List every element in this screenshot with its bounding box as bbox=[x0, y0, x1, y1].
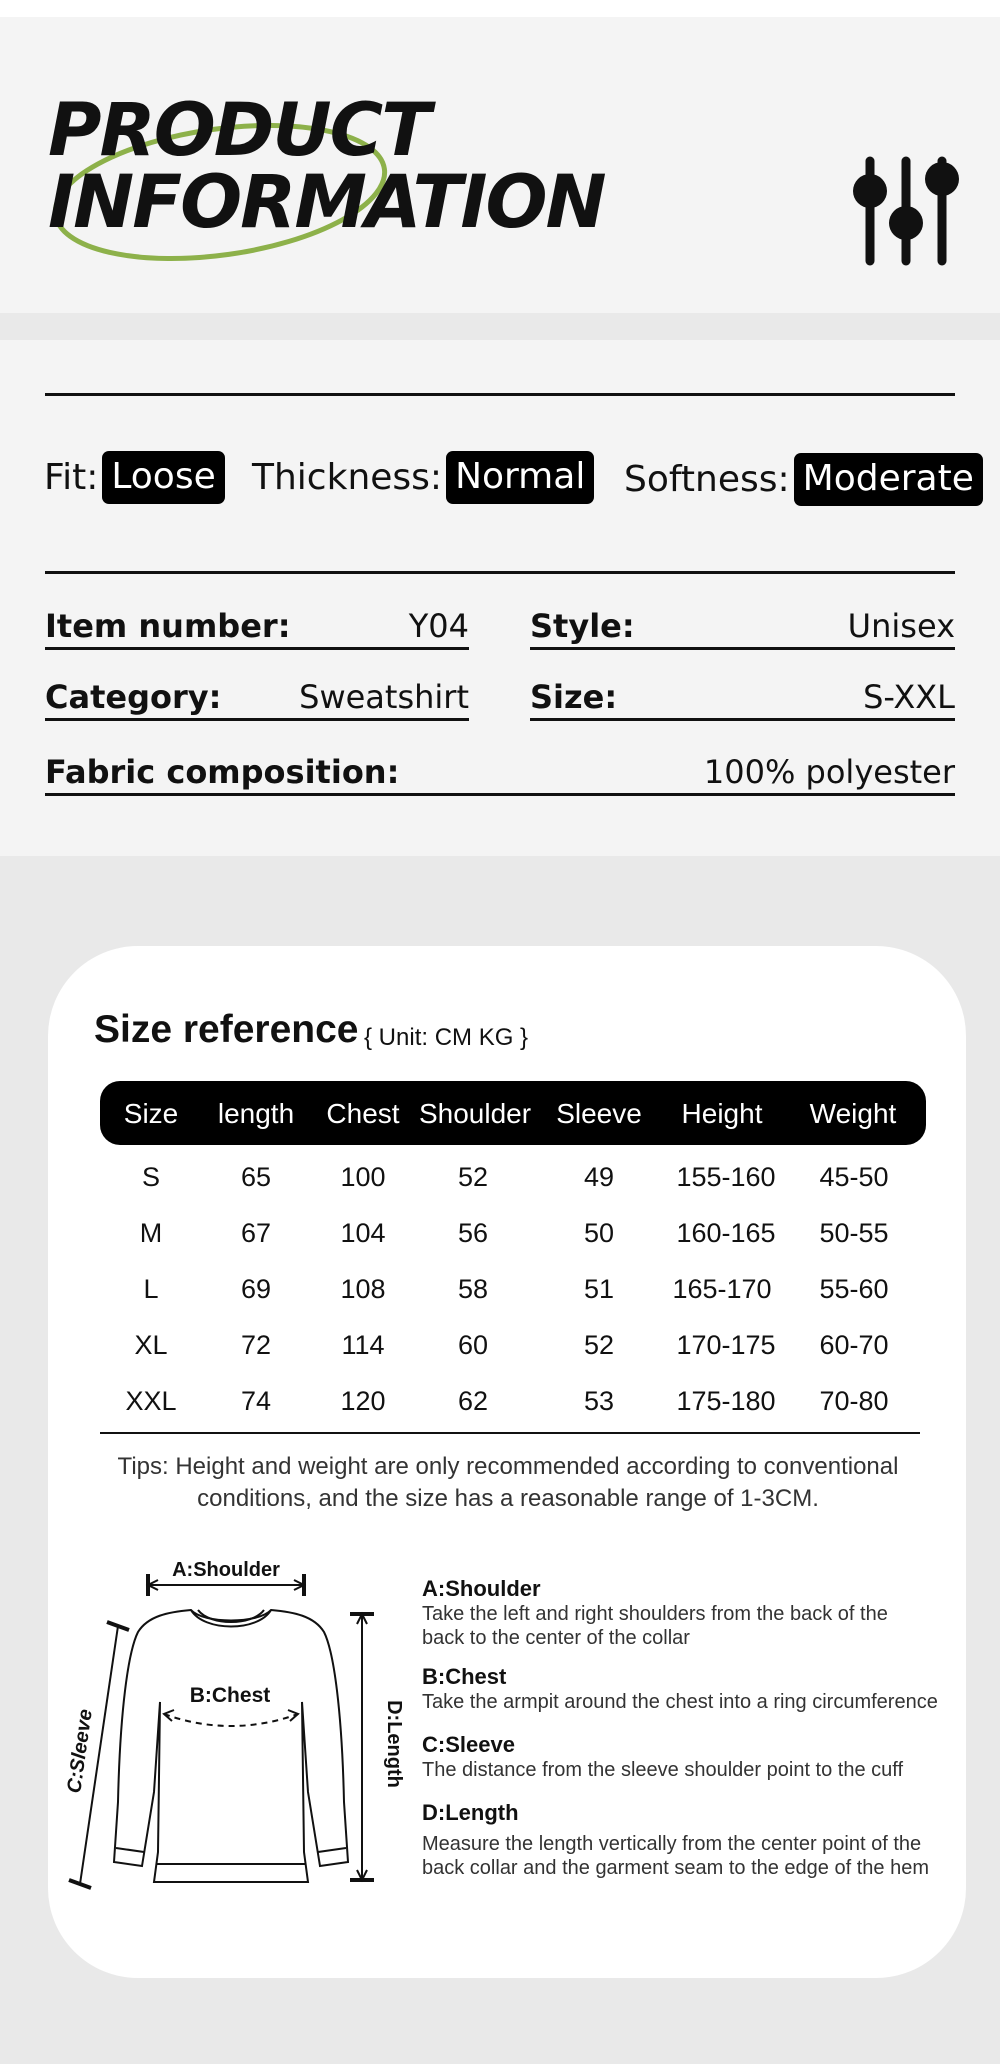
table-row bbox=[100, 1206, 926, 1262]
cell-sleeve: 50 bbox=[583, 1218, 615, 1248]
cell-size: XL bbox=[134, 1330, 168, 1360]
cell-weight: 60-70 bbox=[819, 1330, 889, 1360]
cell-sleeve: 53 bbox=[583, 1386, 615, 1416]
cell-chest: 104 bbox=[340, 1218, 386, 1248]
measurement-shoulder bbox=[422, 1576, 962, 1650]
diagram-length-label: D:Length bbox=[383, 1700, 405, 1788]
measurement-chest bbox=[422, 1664, 962, 1714]
attr-thickness-label: Thickness: bbox=[252, 457, 443, 498]
attr-softness bbox=[624, 453, 983, 506]
sweatshirt-outline bbox=[114, 1610, 348, 1882]
attr-thickness-value: Normal bbox=[446, 451, 594, 504]
col-header-size: Size bbox=[123, 1098, 179, 1129]
size-tips: Tips: Height and weight are only recommended according to conventional conditions, and the size has a reasonable range of 1-3CM. bbox=[117, 1453, 899, 1512]
col-header-weight: Weight bbox=[809, 1098, 897, 1129]
measurement-length bbox=[422, 1800, 962, 1880]
spec-item-number-value: Y04 bbox=[408, 607, 469, 645]
cell-height: 170-175 bbox=[676, 1330, 776, 1360]
cell-shoulder: 60 bbox=[457, 1330, 489, 1360]
page-title bbox=[48, 88, 605, 245]
divider-top bbox=[45, 393, 955, 396]
measurement-shoulder-desc: Take the left and right shoulders from the back of the back to the center of the collar bbox=[422, 1603, 888, 1649]
cell-weight: 70-80 bbox=[819, 1386, 889, 1416]
table-row bbox=[100, 1262, 926, 1318]
cell-sleeve: 52 bbox=[583, 1330, 615, 1360]
cell-height: 175-180 bbox=[676, 1386, 776, 1416]
title-line-1: PRODUCT bbox=[48, 88, 430, 173]
spec-style-label: Style: bbox=[530, 607, 635, 645]
attributes-section bbox=[0, 340, 1000, 856]
divider-middle bbox=[45, 571, 955, 574]
cell-shoulder: 52 bbox=[457, 1162, 489, 1192]
length-dimension bbox=[350, 1614, 374, 1880]
size-reference-unit: { Unit: CM KG } bbox=[364, 1024, 529, 1051]
spec-size-label: Size: bbox=[530, 678, 618, 716]
spec-category bbox=[45, 677, 469, 721]
cell-size: XXL bbox=[125, 1386, 177, 1416]
cell-chest: 100 bbox=[340, 1162, 386, 1192]
product-info-header bbox=[0, 17, 1000, 313]
cell-length: 69 bbox=[240, 1274, 272, 1304]
col-header-height: Height bbox=[681, 1098, 763, 1129]
spec-style bbox=[530, 606, 955, 650]
size-reference-title: Size reference bbox=[94, 1008, 359, 1051]
size-reference-card bbox=[48, 946, 966, 1978]
cell-size: M bbox=[139, 1218, 163, 1248]
measurement-chest-desc: Take the armpit around the chest into a ring circumference bbox=[422, 1691, 938, 1713]
spec-category-value: Sweatshirt bbox=[299, 678, 469, 716]
diagram-shoulder-label: A:Shoulder bbox=[172, 1559, 280, 1581]
spec-category-label: Category: bbox=[45, 678, 222, 716]
attr-thickness bbox=[252, 451, 594, 504]
cell-size: S bbox=[141, 1162, 161, 1192]
attr-fit bbox=[44, 451, 225, 504]
table-row bbox=[100, 1150, 926, 1206]
cell-chest: 108 bbox=[340, 1274, 386, 1304]
spec-size-value: S-XXL bbox=[863, 678, 955, 716]
spec-fabric-value: 100% polyester bbox=[703, 753, 955, 791]
cell-shoulder: 62 bbox=[457, 1386, 489, 1416]
spec-fabric-label: Fabric composition: bbox=[45, 753, 400, 791]
top-strip bbox=[0, 0, 1000, 17]
measurement-chest-title: B:Chest bbox=[422, 1664, 507, 1689]
sliders-icon bbox=[850, 155, 962, 269]
cell-size: L bbox=[143, 1274, 159, 1304]
measurement-sleeve-title: C:Sleeve bbox=[422, 1732, 515, 1757]
spec-fabric bbox=[45, 752, 955, 796]
attr-fit-value: Loose bbox=[102, 451, 224, 504]
cell-length: 74 bbox=[240, 1386, 272, 1416]
cell-sleeve: 49 bbox=[583, 1162, 615, 1192]
measurement-length-desc: Measure the length vertically from the center point of the back collar and the garment seam to the edge of the hem bbox=[422, 1833, 929, 1879]
sweatshirt-diagram bbox=[58, 1552, 418, 1912]
cell-chest: 120 bbox=[340, 1386, 386, 1416]
cell-height: 155-160 bbox=[676, 1162, 776, 1192]
cell-shoulder: 56 bbox=[457, 1218, 489, 1248]
attr-fit-label: Fit: bbox=[44, 457, 99, 498]
size-table-header bbox=[100, 1081, 926, 1145]
cell-shoulder: 58 bbox=[457, 1274, 489, 1304]
cell-weight: 45-50 bbox=[819, 1162, 889, 1192]
table-bottom-rule bbox=[100, 1432, 920, 1434]
cell-weight: 55-60 bbox=[819, 1274, 889, 1304]
cell-length: 65 bbox=[240, 1162, 272, 1192]
col-header-sleeve: Sleeve bbox=[556, 1098, 642, 1129]
col-header-shoulder: Shoulder bbox=[418, 1098, 532, 1129]
measurement-shoulder-title: A:Shoulder bbox=[422, 1576, 541, 1601]
spec-size bbox=[530, 677, 955, 721]
col-header-chest: Chest bbox=[326, 1098, 400, 1129]
table-row bbox=[100, 1318, 926, 1374]
title-line-2: INFORMATION bbox=[48, 160, 605, 245]
cell-chest: 114 bbox=[341, 1330, 385, 1360]
cell-height: 160-165 bbox=[676, 1218, 776, 1248]
table-row bbox=[100, 1374, 926, 1430]
cell-height: 165-170 bbox=[672, 1274, 772, 1304]
attr-softness-label: Softness: bbox=[624, 459, 790, 500]
cell-weight: 50-55 bbox=[819, 1218, 889, 1248]
spec-item-number bbox=[45, 606, 469, 650]
spec-style-value: Unisex bbox=[847, 607, 955, 645]
cell-sleeve: 51 bbox=[583, 1274, 615, 1304]
attr-softness-value: Moderate bbox=[794, 453, 983, 506]
measurement-sleeve bbox=[422, 1732, 962, 1782]
diagram-sleeve-label: C:Sleeve bbox=[63, 1707, 97, 1795]
cell-length: 72 bbox=[240, 1330, 272, 1360]
col-header-length: length bbox=[217, 1098, 295, 1129]
cell-length: 67 bbox=[240, 1218, 272, 1248]
diagram-chest-label: B:Chest bbox=[189, 1684, 271, 1707]
measurement-length-title: D:Length bbox=[422, 1800, 519, 1825]
spec-item-number-label: Item number: bbox=[45, 607, 291, 645]
measurement-sleeve-desc: The distance from the sleeve shoulder point to the cuff bbox=[422, 1759, 904, 1781]
